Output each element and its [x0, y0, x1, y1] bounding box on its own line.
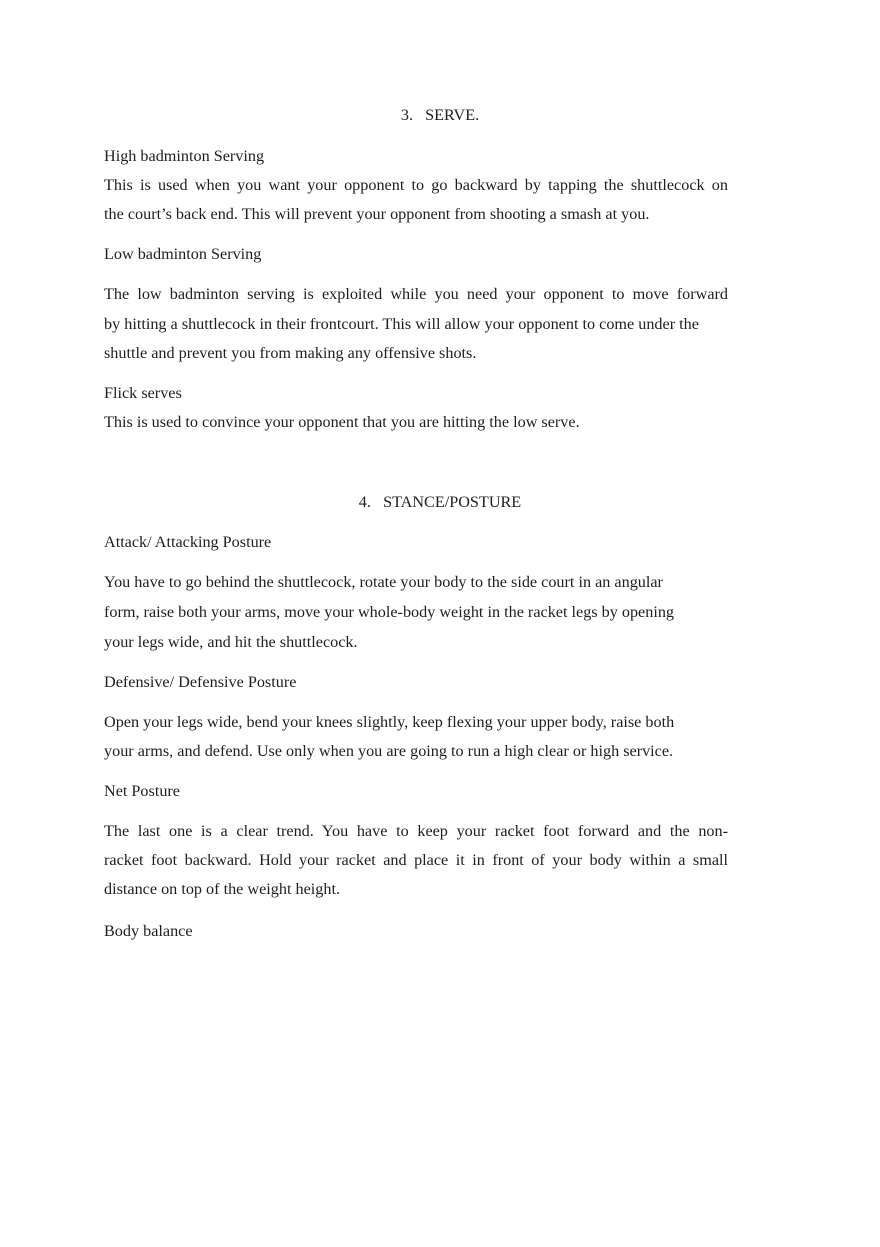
subtitle-attacking-posture: Attack/ Attacking Posture [104, 533, 272, 551]
paragraph-line: your legs wide, and hit the shuttlecock. [104, 633, 358, 651]
paragraph-line: The low badminton serving is exploited while you need your opponent to move forward [104, 285, 728, 303]
subtitle-body-balance: Body balance [104, 922, 193, 940]
paragraph-line: The last one is a clear trend. You have to keep your racket foot forward and the non- [104, 822, 728, 840]
subtitle-defensive-posture: Defensive/ Defensive Posture [104, 673, 297, 691]
paragraph-line: Open your legs wide, bend your knees slightly, keep flexing your upper body, raise both [104, 713, 675, 731]
subtitle-net-posture: Net Posture [104, 782, 180, 800]
paragraph-line: This is used to convince your opponent that you are hitting the low serve. [104, 413, 580, 431]
section-heading-serve: 3. SERVE. [400, 106, 480, 124]
paragraph-line: your arms, and defend. Use only when you are going to run a high clear or high service. [104, 742, 674, 760]
subtitle-high-serving: High badminton Serving [104, 147, 265, 165]
paragraph-line: by hitting a shuttlecock in their frontcourt. This will allow your opponent to come under the [104, 315, 699, 333]
section-heading-stance-posture: 4. STANCE/POSTURE [358, 493, 522, 511]
paragraph-line: This is used when you want your opponent to go backward by tapping the shuttlecock on [104, 176, 728, 194]
paragraph-line: the court’s back end. This will prevent your opponent from shooting a smash at you. [104, 205, 650, 223]
subtitle-flick-serves: Flick serves [104, 384, 182, 402]
paragraph-line: racket foot backward. Hold your racket and place it in front of your body within a small [104, 851, 728, 869]
paragraph-line: You have to go behind the shuttlecock, rotate your body to the side court in an angular [104, 573, 663, 591]
subtitle-low-serving: Low badminton Serving [104, 245, 262, 263]
paragraph-line: form, raise both your arms, move your whole-body weight in the racket legs by opening [104, 603, 675, 621]
paragraph-line: distance on top of the weight height. [104, 880, 341, 898]
paragraph-line: shuttle and prevent you from making any offensive shots. [104, 344, 477, 362]
